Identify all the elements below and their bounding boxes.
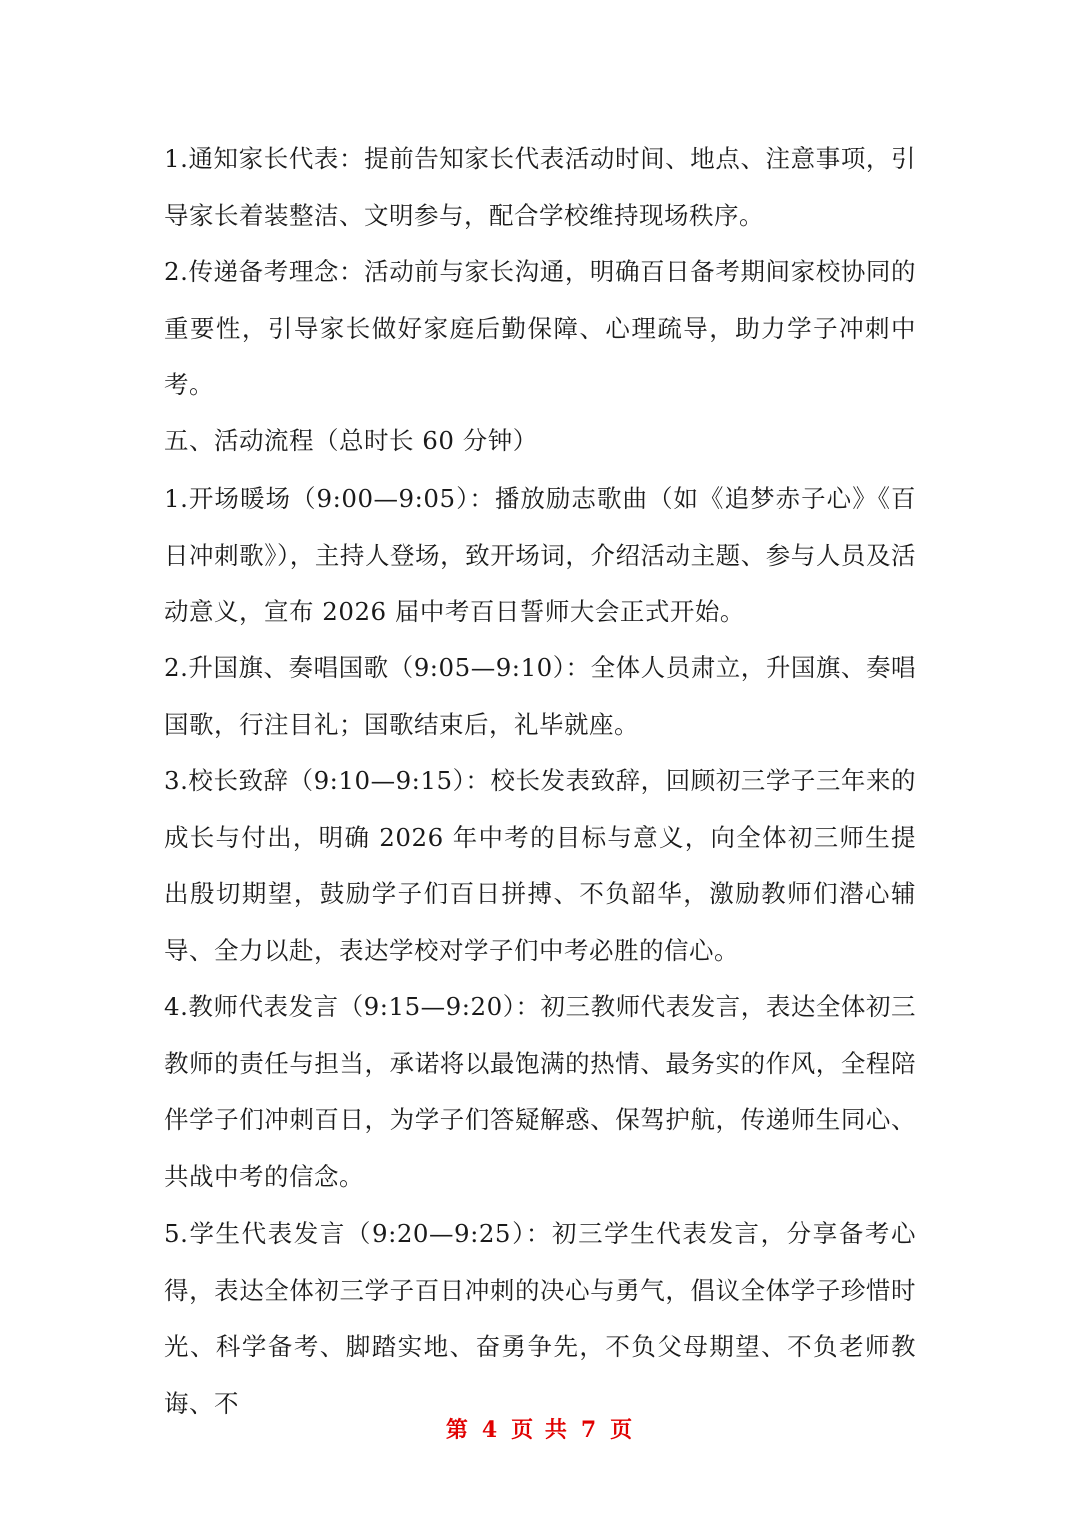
paragraph-notify-parents: 1.通知家长代表：提前告知家长代表活动时间、地点、注意事项，引导家长着装整洁、文明参与，配合学校维持现场秩序。 [164,144,916,230]
footer-suffix: 页 [610,1417,635,1443]
footer-prefix: 第 [445,1417,470,1443]
section-heading: 五、活动流程（总时长 60 分钟） [164,426,538,455]
flow-item-student: 5.学生代表发言（9:20—9:25）：初三学生代表发言，分享备考心得，表达全体初三学子百日冲刺的决心与勇气，倡议全体学子珍惜时光、科学备考、脚踏实地、奋勇争先，不负父母期望、不负老师教诲、不 [164,1219,916,1418]
flow-item-opening: 1.开场暖场（9:00—9:05）：播放励志歌曲（如《追梦赤子心》《百日冲刺歌》），主持人登场，致开场词，介绍活动主题、参与人员及活动意义，宣布 2026 届中考百日誓师大会正式开始。 [164,484,916,626]
footer-total-pages: 7 [580,1417,599,1443]
flow-item-teacher: 4.教师代表发言（9:15—9:20）：初三教师代表发言，表达全体初三教师的责任与担当，承诺将以最饱满的热情、最务实的作风，全程陪伴学子们冲刺百日，为学子们答疑解惑、保驾护航，传递师生同心、共战中考的信念。 [164,992,916,1191]
flow-item-principal: 3.校长致辞（9:10—9:15）：校长发表致辞，回顾初三学子三年来的成长与付出，明确 2026 年中考的目标与意义，向全体初三师生提出殷切期望，鼓励学子们百日拼搏、不负韶华，激励教师们潜心辅导、全力以赴，表达学校对学子们中考必胜的信心。 [164,766,916,965]
paragraph-prep-philosophy: 2.传递备考理念：活动前与家长沟通，明确百日备考期间家校协同的重要性，引导家长做好家庭后勤保障、心理疏导，助力学子冲刺中考。 [164,257,916,399]
footer-page-number: 4 [481,1417,500,1443]
flow-item-flag: 2.升国旗、奏唱国歌（9:05—9:10）：全体人员肃立，升国旗、奏唱国歌，行注目礼；国歌结束后，礼毕就座。 [164,653,916,739]
footer-middle: 页 共 [511,1417,569,1443]
page-footer [0,1413,1080,1444]
